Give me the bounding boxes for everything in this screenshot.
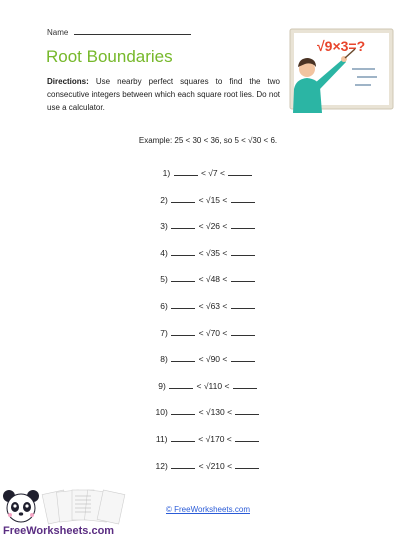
answer-blank-upper[interactable]	[235, 407, 259, 415]
problem-row	[0, 248, 416, 258]
problem-row	[0, 168, 416, 178]
directions-label: Directions:	[47, 77, 89, 86]
less-than-sign: <	[196, 221, 206, 232]
less-than-sign: <	[196, 194, 206, 205]
less-than-sign: <	[194, 380, 204, 391]
problem-row	[0, 274, 416, 284]
freeworksheets-logo	[0, 488, 145, 539]
less-than-sign: <	[198, 168, 209, 178]
example-text: Example: 25 < 30 < 36, so 5 < √30 < 6.	[138, 136, 278, 145]
square-root-expression: √35	[205, 247, 221, 258]
square-root-expression: √110	[203, 380, 223, 391]
problem-number: 11)	[155, 434, 168, 444]
less-than-sign: <	[217, 168, 228, 178]
answer-blank-lower[interactable]	[171, 461, 195, 469]
problem-row	[0, 195, 416, 205]
problem-number: 5)	[160, 274, 168, 285]
less-than-sign: <	[220, 327, 230, 338]
square-root-expression: √130	[205, 407, 225, 418]
answer-blank-lower[interactable]	[171, 221, 195, 229]
answer-blank-upper[interactable]	[231, 328, 255, 336]
name-field-line[interactable]	[74, 27, 191, 35]
name-row	[47, 27, 191, 37]
less-than-sign: <	[224, 434, 235, 444]
problem-number: 10)	[155, 407, 168, 418]
problem-number: 7)	[160, 327, 168, 338]
square-root-expression: √170	[205, 434, 225, 444]
answer-blank-lower[interactable]	[171, 195, 195, 203]
answer-blank-lower[interactable]	[169, 381, 193, 389]
problem-row	[0, 221, 416, 231]
square-root-expression: √26	[205, 221, 221, 232]
less-than-sign: <	[220, 301, 230, 311]
answer-blank-upper[interactable]	[233, 381, 257, 389]
problem-number: 9)	[158, 380, 166, 391]
problem-row	[0, 434, 416, 444]
teacher-illustration	[285, 27, 395, 113]
less-than-sign: <	[196, 327, 206, 338]
footer-link[interactable]: © FreeWorksheets.com	[166, 505, 250, 514]
answer-blank-upper[interactable]	[231, 354, 255, 362]
problem-row	[0, 328, 416, 338]
answer-blank-lower[interactable]	[171, 354, 195, 362]
less-than-sign: <	[224, 460, 235, 471]
problem-row	[0, 301, 416, 311]
less-than-sign: <	[196, 354, 206, 365]
answer-blank-upper[interactable]	[231, 248, 255, 256]
answer-blank-upper[interactable]	[235, 461, 259, 469]
less-than-sign: <	[196, 247, 206, 258]
less-than-sign: <	[196, 301, 206, 311]
directions	[47, 75, 280, 114]
less-than-sign: <	[220, 247, 230, 258]
square-root-expression: √7	[208, 168, 218, 178]
answer-blank-lower[interactable]	[171, 301, 195, 309]
less-than-sign: <	[220, 194, 230, 205]
answer-blank-lower[interactable]	[171, 248, 195, 256]
problem-number: 6)	[160, 301, 168, 311]
answer-blank-lower[interactable]	[171, 274, 195, 282]
less-than-sign: <	[195, 434, 206, 444]
less-than-sign: <	[220, 274, 230, 285]
answer-blank-lower[interactable]	[174, 168, 198, 176]
less-than-sign: <	[220, 221, 230, 232]
answer-blank-upper[interactable]	[231, 274, 255, 282]
problem-number: 12)	[155, 460, 168, 471]
name-label: Name	[47, 28, 69, 37]
board-equation: √9×3=?	[317, 38, 366, 54]
square-root-expression: √63	[205, 301, 221, 311]
less-than-sign: <	[224, 407, 235, 418]
problem-number: 4)	[160, 247, 168, 258]
problem-number: 8)	[160, 354, 168, 365]
problem-row	[0, 381, 416, 391]
answer-blank-upper[interactable]	[235, 434, 259, 442]
less-than-sign: <	[196, 274, 206, 285]
less-than-sign: <	[196, 407, 206, 418]
problem-number: 2)	[160, 194, 168, 205]
logo-text: FreeWorksheets.com	[3, 525, 115, 537]
square-root-expression: √15	[205, 194, 221, 205]
answer-blank-upper[interactable]	[231, 195, 255, 203]
answer-blank-lower[interactable]	[171, 434, 195, 442]
less-than-sign: <	[220, 354, 230, 365]
less-than-sign: <	[196, 460, 206, 471]
problem-row	[0, 354, 416, 364]
answer-blank-upper[interactable]	[228, 168, 252, 176]
less-than-sign: <	[222, 380, 232, 391]
problem-number: 1)	[162, 168, 171, 178]
square-root-expression: √210	[205, 460, 225, 471]
answer-blank-lower[interactable]	[171, 328, 195, 336]
answer-blank-lower[interactable]	[171, 407, 195, 415]
square-root-expression: √48	[205, 274, 221, 285]
page-title: Root Boundaries	[46, 47, 173, 66]
answer-blank-upper[interactable]	[231, 221, 255, 229]
square-root-expression: √70	[205, 327, 221, 338]
answer-blank-upper[interactable]	[231, 301, 255, 309]
square-root-expression: √90	[205, 354, 221, 365]
problem-row	[0, 461, 416, 471]
problem-number: 3)	[160, 221, 168, 232]
directions-text: Use nearby perfect squares to find the two consecutive integers between which each square root lies. Do not use a calculator.	[47, 77, 280, 112]
problem-row	[0, 407, 416, 417]
